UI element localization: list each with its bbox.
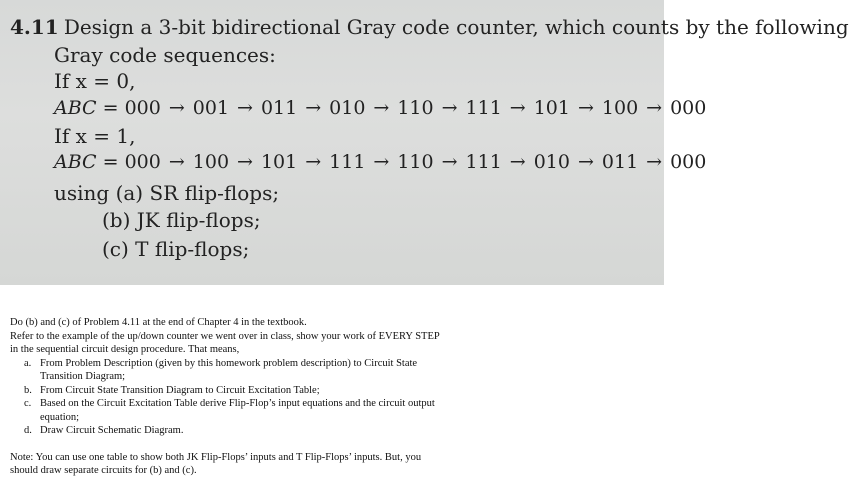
step-d-marker: d. <box>24 425 32 436</box>
state-code: 011 <box>260 97 298 119</box>
right-arrow-icon: → <box>509 97 526 119</box>
right-arrow-icon: → <box>168 97 185 119</box>
state-code: 000 <box>124 97 161 119</box>
note-line-1: Note: You can use one table to show both JK Flip-Flops’ inputs and T Flip-Flops’ inputs. But, you <box>10 451 422 463</box>
note-line-2: should draw separate circuits for (b) and (c). <box>10 465 197 476</box>
sequence-x0 <box>54 97 706 119</box>
instructions-line-1: Do (b) and (c) of Problem 4.11 at the end of Chapter 4 in the textbook. <box>10 317 307 328</box>
step-c-line-2: equation; <box>40 411 80 423</box>
step-c-line-1: Based on the Circuit Excitation Table derive Flip-Flop’s input equations and the circuit output <box>40 398 435 409</box>
right-arrow-icon: → <box>646 97 663 119</box>
sequence-x1 <box>54 151 706 173</box>
right-arrow-icon: → <box>373 97 390 119</box>
right-arrow-icon: → <box>305 151 322 173</box>
right-arrow-icon: → <box>373 151 390 173</box>
state-code: 101 <box>533 97 570 119</box>
step-c <box>10 397 530 424</box>
state-code: 000 <box>124 151 161 173</box>
state-code: 010 <box>533 151 570 173</box>
state-code: 101 <box>260 151 298 173</box>
right-arrow-icon: → <box>509 151 526 173</box>
right-arrow-icon: → <box>237 151 253 173</box>
step-a-line-2: Transition Diagram; <box>40 371 126 382</box>
state-code: 000 <box>670 97 707 119</box>
state-code: 000 <box>670 151 707 173</box>
right-arrow-icon: → <box>646 151 663 173</box>
problem-title-line <box>10 15 849 39</box>
state-code: 111 <box>465 151 502 173</box>
step-c-marker: c. <box>24 398 32 409</box>
condition-x1: If x = 1, <box>54 124 136 148</box>
state-code: 111 <box>465 97 502 119</box>
problem-line-1: Design a 3-bit bidirectional Gray code counter, which counts by the following <box>63 15 849 39</box>
homework-instructions <box>10 316 530 478</box>
part-b-jk: (b) JK flip-flops; <box>102 208 261 232</box>
step-b <box>10 384 530 398</box>
right-arrow-icon: → <box>441 97 458 119</box>
part-c-t: (c) T flip-flops; <box>102 237 250 261</box>
step-a-line-1: From Problem Description (given by this homework problem description) to Circuit State <box>40 357 418 369</box>
note-block <box>10 451 530 478</box>
part-a-sr: using (a) SR flip-flops; <box>54 181 280 205</box>
state-code: 011 <box>601 151 639 173</box>
state-code: 110 <box>397 97 434 119</box>
right-arrow-icon: → <box>237 97 253 119</box>
step-a <box>10 357 530 384</box>
step-b-marker: b. <box>24 384 32 396</box>
step-b-line-1: From Circuit State Transition Diagram to Circuit Excitation Table; <box>40 384 320 396</box>
sequence-x0-lhs: ABC = <box>54 97 125 119</box>
sequence-x0-values <box>125 97 707 119</box>
state-code: 100 <box>192 151 230 173</box>
step-d <box>10 424 530 438</box>
step-d-line-1: Draw Circuit Schematic Diagram. <box>40 425 184 436</box>
right-arrow-icon: → <box>305 97 322 119</box>
right-arrow-icon: → <box>577 97 594 119</box>
state-code: 001 <box>192 97 230 119</box>
instructions-line-3: in the sequential circuit design procedure. That means, <box>10 344 240 355</box>
problem-number: 4.11 <box>10 15 59 39</box>
state-code: 110 <box>397 151 434 173</box>
problem-line-2: Gray code sequences: <box>54 43 276 67</box>
right-arrow-icon: → <box>441 151 458 173</box>
condition-x0: If x = 0, <box>54 69 136 93</box>
instructions-line-2: Refer to the example of the up/down counter we went over in class, show your work of EVERY STEP <box>10 330 440 342</box>
state-code: 100 <box>601 97 639 119</box>
state-code: 111 <box>329 151 366 173</box>
sequence-x1-lhs: ABC = <box>54 151 125 173</box>
sequence-x1-values <box>125 151 707 173</box>
right-arrow-icon: → <box>168 151 185 173</box>
procedure-steps <box>10 357 530 438</box>
state-code: 010 <box>329 97 366 119</box>
step-a-marker: a. <box>24 357 32 369</box>
right-arrow-icon: → <box>577 151 594 173</box>
